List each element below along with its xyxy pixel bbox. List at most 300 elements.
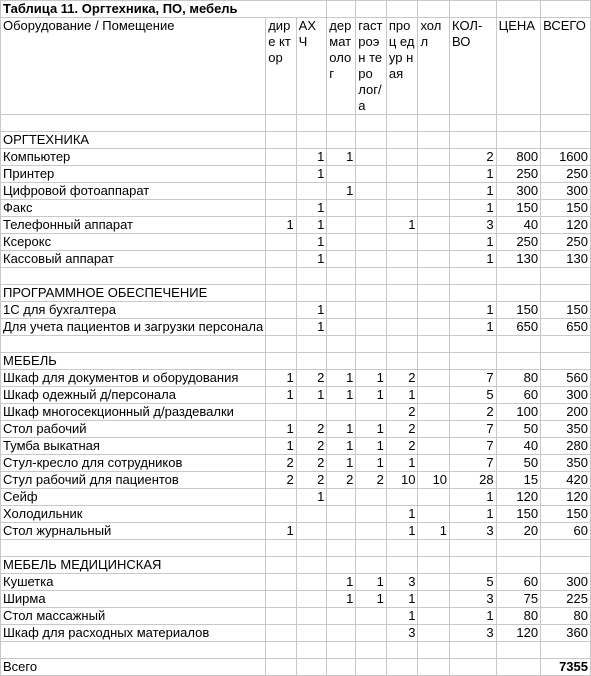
header-cell: ЦЕНА bbox=[496, 18, 540, 115]
value-cell: 1 bbox=[386, 387, 418, 404]
value-cell: 130 bbox=[541, 251, 591, 268]
table-row bbox=[1, 574, 591, 591]
section-label: ПРОГРАММНОЕ ОБЕСПЕЧЕНИЕ bbox=[1, 285, 266, 302]
empty-cell bbox=[266, 115, 296, 132]
value-cell bbox=[386, 319, 418, 336]
value-cell bbox=[418, 166, 450, 183]
empty-cell bbox=[266, 557, 296, 574]
empty-cell bbox=[266, 132, 296, 149]
section-label: ОРГТЕХНИКА bbox=[1, 132, 266, 149]
value-cell: 120 bbox=[496, 489, 540, 506]
header-cell: холл bbox=[418, 18, 450, 115]
value-cell: 60 bbox=[496, 387, 540, 404]
value-cell bbox=[266, 404, 296, 421]
value-cell bbox=[356, 506, 387, 523]
empty-cell bbox=[327, 557, 356, 574]
empty-cell bbox=[541, 557, 591, 574]
value-cell bbox=[266, 302, 296, 319]
total-label: Всего bbox=[1, 659, 266, 676]
value-cell bbox=[418, 574, 450, 591]
value-cell: 2 bbox=[266, 472, 296, 489]
table-row bbox=[1, 404, 591, 421]
empty-cell bbox=[541, 268, 591, 285]
value-cell bbox=[356, 302, 387, 319]
table-row bbox=[1, 455, 591, 472]
section-label: МЕБЕЛЬ МЕДИЦИНСКАЯ bbox=[1, 557, 266, 574]
value-cell bbox=[418, 234, 450, 251]
empty-cell bbox=[450, 336, 497, 353]
value-cell: 1 bbox=[266, 387, 296, 404]
value-cell: 1 bbox=[296, 166, 327, 183]
value-cell: 1 bbox=[386, 217, 418, 234]
value-cell: 2 bbox=[296, 455, 327, 472]
header-cell: дер мат олог bbox=[327, 18, 356, 115]
value-cell: 80 bbox=[541, 608, 591, 625]
value-cell bbox=[266, 608, 296, 625]
empty-cell bbox=[356, 336, 387, 353]
value-cell bbox=[356, 319, 387, 336]
empty-cell bbox=[327, 268, 356, 285]
empty-cell bbox=[266, 642, 296, 659]
empty-cell bbox=[541, 353, 591, 370]
empty-cell bbox=[386, 115, 418, 132]
value-cell: 1 bbox=[296, 200, 327, 217]
header-cell: Оборудование / Помещение bbox=[1, 18, 266, 115]
empty-cell bbox=[450, 557, 497, 574]
table-row bbox=[1, 438, 591, 455]
value-cell bbox=[418, 217, 450, 234]
value-cell: 50 bbox=[496, 421, 540, 438]
value-cell: 5 bbox=[450, 387, 497, 404]
value-cell: 1 bbox=[296, 489, 327, 506]
value-cell: 3 bbox=[450, 591, 497, 608]
empty-cell bbox=[541, 285, 591, 302]
empty-cell bbox=[296, 132, 327, 149]
empty-cell bbox=[296, 642, 327, 659]
empty-cell bbox=[266, 285, 296, 302]
empty-cell bbox=[327, 659, 356, 676]
empty-cell bbox=[266, 336, 296, 353]
value-cell bbox=[266, 200, 296, 217]
item-name-cell: Шкаф для расходных материалов bbox=[1, 625, 266, 642]
value-cell: 1 bbox=[356, 370, 387, 387]
value-cell bbox=[418, 251, 450, 268]
value-cell bbox=[327, 404, 356, 421]
empty-cell bbox=[356, 642, 387, 659]
value-cell: 3 bbox=[450, 523, 497, 540]
empty-cell bbox=[418, 115, 450, 132]
item-name-cell: 1С для бухгалтера bbox=[1, 302, 266, 319]
value-cell: 2 bbox=[296, 421, 327, 438]
value-cell bbox=[356, 149, 387, 166]
value-cell: 150 bbox=[541, 302, 591, 319]
empty-cell bbox=[418, 353, 450, 370]
item-name-cell: Стул рабочий для пациентов bbox=[1, 472, 266, 489]
value-cell: 2 bbox=[327, 472, 356, 489]
empty-cell bbox=[266, 540, 296, 557]
value-cell: 1 bbox=[327, 438, 356, 455]
value-cell bbox=[356, 166, 387, 183]
section-label: МЕБЕЛЬ bbox=[1, 353, 266, 370]
value-cell: 1 bbox=[327, 149, 356, 166]
value-cell bbox=[327, 523, 356, 540]
value-cell: 2 bbox=[386, 404, 418, 421]
empty-cell bbox=[496, 353, 540, 370]
empty-cell bbox=[541, 115, 591, 132]
value-cell: 3 bbox=[386, 625, 418, 642]
value-cell: 1 bbox=[327, 183, 356, 200]
value-cell: 7 bbox=[450, 455, 497, 472]
item-name-cell: Шкаф многосекционный д/раздевалки bbox=[1, 404, 266, 421]
value-cell: 225 bbox=[541, 591, 591, 608]
value-cell: 10 bbox=[418, 472, 450, 489]
value-cell: 1 bbox=[450, 251, 497, 268]
value-cell: 60 bbox=[541, 523, 591, 540]
empty-cell bbox=[450, 285, 497, 302]
table-row bbox=[1, 183, 591, 200]
value-cell: 80 bbox=[496, 370, 540, 387]
value-cell: 1 bbox=[386, 523, 418, 540]
blank-row bbox=[1, 268, 591, 285]
value-cell bbox=[418, 421, 450, 438]
empty-cell bbox=[386, 353, 418, 370]
value-cell bbox=[418, 404, 450, 421]
value-cell bbox=[356, 200, 387, 217]
empty-cell bbox=[327, 353, 356, 370]
empty-cell bbox=[386, 557, 418, 574]
value-cell bbox=[356, 234, 387, 251]
value-cell bbox=[356, 625, 387, 642]
empty-cell bbox=[266, 353, 296, 370]
empty-cell bbox=[327, 540, 356, 557]
value-cell: 2 bbox=[386, 438, 418, 455]
value-cell bbox=[266, 251, 296, 268]
table-row bbox=[1, 608, 591, 625]
value-cell bbox=[327, 234, 356, 251]
empty-cell bbox=[1, 268, 266, 285]
empty-cell bbox=[356, 268, 387, 285]
value-cell bbox=[296, 506, 327, 523]
value-cell bbox=[418, 387, 450, 404]
item-name-cell: Стол журнальный bbox=[1, 523, 266, 540]
value-cell: 1 bbox=[327, 574, 356, 591]
value-cell bbox=[327, 489, 356, 506]
value-cell: 150 bbox=[496, 200, 540, 217]
empty-cell bbox=[541, 642, 591, 659]
value-cell bbox=[266, 574, 296, 591]
empty-cell bbox=[541, 336, 591, 353]
table-title: Таблица 11. Оргтехника, ПО, мебель bbox=[1, 1, 327, 18]
value-cell bbox=[266, 625, 296, 642]
empty-cell bbox=[1, 336, 266, 353]
value-cell bbox=[418, 319, 450, 336]
empty-cell bbox=[356, 285, 387, 302]
value-cell bbox=[296, 183, 327, 200]
value-cell: 60 bbox=[496, 574, 540, 591]
value-cell: 1 bbox=[450, 506, 497, 523]
value-cell: 150 bbox=[541, 200, 591, 217]
value-cell: 5 bbox=[450, 574, 497, 591]
value-cell bbox=[386, 234, 418, 251]
empty-cell bbox=[296, 659, 327, 676]
empty-cell bbox=[496, 336, 540, 353]
total-row bbox=[1, 659, 591, 676]
item-name-cell: Кассовый аппарат bbox=[1, 251, 266, 268]
value-cell: 1 bbox=[327, 370, 356, 387]
section-row bbox=[1, 353, 591, 370]
value-cell bbox=[418, 149, 450, 166]
item-name-cell: Шкаф одежный д/персонала bbox=[1, 387, 266, 404]
value-cell bbox=[327, 319, 356, 336]
empty-cell bbox=[356, 557, 387, 574]
value-cell: 1 bbox=[356, 591, 387, 608]
table-row bbox=[1, 591, 591, 608]
item-name-cell: Принтер bbox=[1, 166, 266, 183]
table-row bbox=[1, 472, 591, 489]
value-cell bbox=[296, 523, 327, 540]
value-cell bbox=[266, 166, 296, 183]
value-cell: 300 bbox=[541, 387, 591, 404]
table-row bbox=[1, 149, 591, 166]
value-cell: 350 bbox=[541, 455, 591, 472]
empty-cell bbox=[327, 336, 356, 353]
table-row bbox=[1, 234, 591, 251]
value-cell: 250 bbox=[496, 166, 540, 183]
value-cell: 150 bbox=[541, 506, 591, 523]
blank-row bbox=[1, 115, 591, 132]
value-cell bbox=[266, 234, 296, 251]
value-cell: 350 bbox=[541, 421, 591, 438]
empty-cell bbox=[496, 115, 540, 132]
value-cell: 15 bbox=[496, 472, 540, 489]
empty-cell bbox=[327, 642, 356, 659]
value-cell bbox=[296, 591, 327, 608]
table-row bbox=[1, 370, 591, 387]
empty-cell bbox=[418, 540, 450, 557]
empty-cell bbox=[496, 132, 540, 149]
item-name-cell: Стол рабочий bbox=[1, 421, 266, 438]
empty-cell bbox=[1, 642, 266, 659]
empty-cell bbox=[356, 353, 387, 370]
value-cell: 40 bbox=[496, 438, 540, 455]
value-cell: 50 bbox=[496, 455, 540, 472]
empty-cell bbox=[327, 132, 356, 149]
value-cell bbox=[356, 183, 387, 200]
value-cell: 7 bbox=[450, 438, 497, 455]
value-cell bbox=[418, 370, 450, 387]
empty-cell bbox=[450, 642, 497, 659]
value-cell: 7 bbox=[450, 421, 497, 438]
value-cell: 300 bbox=[496, 183, 540, 200]
value-cell: 1600 bbox=[541, 149, 591, 166]
value-cell: 1 bbox=[450, 183, 497, 200]
value-cell bbox=[418, 489, 450, 506]
value-cell: 2 bbox=[450, 404, 497, 421]
value-cell bbox=[266, 319, 296, 336]
empty-cell bbox=[496, 642, 540, 659]
value-cell: 250 bbox=[541, 234, 591, 251]
value-cell: 10 bbox=[386, 472, 418, 489]
empty-cell bbox=[450, 115, 497, 132]
value-cell bbox=[296, 574, 327, 591]
value-cell bbox=[266, 591, 296, 608]
value-cell bbox=[327, 166, 356, 183]
value-cell bbox=[418, 302, 450, 319]
item-name-cell: Сейф bbox=[1, 489, 266, 506]
value-cell: 560 bbox=[541, 370, 591, 387]
empty-cell bbox=[386, 336, 418, 353]
value-cell bbox=[386, 302, 418, 319]
item-name-cell: Стол массажный bbox=[1, 608, 266, 625]
empty-cell bbox=[266, 659, 296, 676]
value-cell: 2 bbox=[356, 472, 387, 489]
table-row bbox=[1, 387, 591, 404]
value-cell: 1 bbox=[356, 455, 387, 472]
item-name-cell: Компьютер bbox=[1, 149, 266, 166]
item-name-cell: Стул-кресло для сотрудников bbox=[1, 455, 266, 472]
empty-cell bbox=[450, 659, 497, 676]
empty-cell bbox=[296, 285, 327, 302]
empty-cell bbox=[496, 557, 540, 574]
empty-cell bbox=[1, 115, 266, 132]
empty-cell bbox=[296, 540, 327, 557]
value-cell bbox=[386, 149, 418, 166]
value-cell: 1 bbox=[386, 608, 418, 625]
value-cell bbox=[386, 489, 418, 506]
value-cell: 1 bbox=[266, 523, 296, 540]
empty-cell bbox=[450, 353, 497, 370]
table-row bbox=[1, 166, 591, 183]
value-cell bbox=[296, 404, 327, 421]
value-cell: 1 bbox=[450, 302, 497, 319]
value-cell: 1 bbox=[296, 217, 327, 234]
item-name-cell: Для учета пациентов и загрузки персонала bbox=[1, 319, 266, 336]
empty-cell bbox=[496, 268, 540, 285]
value-cell: 300 bbox=[541, 183, 591, 200]
value-cell: 1 bbox=[266, 438, 296, 455]
value-cell: 300 bbox=[541, 574, 591, 591]
header-row bbox=[1, 18, 591, 115]
value-cell: 1 bbox=[356, 438, 387, 455]
header-cell: дире ктор bbox=[266, 18, 296, 115]
section-row bbox=[1, 557, 591, 574]
value-cell bbox=[356, 523, 387, 540]
item-name-cell: Цифровой фотоаппарат bbox=[1, 183, 266, 200]
value-cell bbox=[327, 302, 356, 319]
empty-cell bbox=[356, 132, 387, 149]
table-row bbox=[1, 251, 591, 268]
section-row bbox=[1, 132, 591, 149]
value-cell: 360 bbox=[541, 625, 591, 642]
value-cell: 800 bbox=[496, 149, 540, 166]
value-cell bbox=[327, 506, 356, 523]
table-row bbox=[1, 200, 591, 217]
value-cell: 1 bbox=[296, 302, 327, 319]
value-cell: 40 bbox=[496, 217, 540, 234]
value-cell bbox=[356, 404, 387, 421]
value-cell: 1 bbox=[327, 387, 356, 404]
value-cell bbox=[327, 217, 356, 234]
value-cell: 2 bbox=[296, 438, 327, 455]
value-cell: 1 bbox=[266, 217, 296, 234]
value-cell: 120 bbox=[496, 625, 540, 642]
value-cell bbox=[266, 489, 296, 506]
value-cell: 2 bbox=[266, 455, 296, 472]
empty-cell bbox=[1, 540, 266, 557]
empty-cell bbox=[418, 268, 450, 285]
value-cell: 1 bbox=[450, 200, 497, 217]
empty-cell bbox=[450, 268, 497, 285]
value-cell: 80 bbox=[496, 608, 540, 625]
empty-cell bbox=[296, 336, 327, 353]
empty-cell bbox=[386, 132, 418, 149]
value-cell: 120 bbox=[541, 489, 591, 506]
value-cell: 1 bbox=[296, 149, 327, 166]
table-row bbox=[1, 302, 591, 319]
value-cell bbox=[386, 200, 418, 217]
value-cell bbox=[296, 625, 327, 642]
value-cell bbox=[418, 200, 450, 217]
value-cell bbox=[266, 506, 296, 523]
empty-cell bbox=[386, 285, 418, 302]
empty-cell bbox=[296, 353, 327, 370]
value-cell: 1 bbox=[296, 387, 327, 404]
value-cell: 1 bbox=[450, 166, 497, 183]
empty-cell bbox=[356, 659, 387, 676]
value-cell bbox=[327, 200, 356, 217]
empty-cell bbox=[541, 132, 591, 149]
header-cell: АХЧ bbox=[296, 18, 327, 115]
value-cell bbox=[266, 183, 296, 200]
table-row bbox=[1, 523, 591, 540]
value-cell bbox=[356, 217, 387, 234]
empty-cell bbox=[386, 642, 418, 659]
value-cell: 1 bbox=[418, 523, 450, 540]
empty-cell bbox=[266, 268, 296, 285]
empty-cell bbox=[496, 659, 540, 676]
value-cell: 120 bbox=[541, 217, 591, 234]
item-name-cell: Кушетка bbox=[1, 574, 266, 591]
value-cell: 2 bbox=[296, 370, 327, 387]
header-cell: ВСЕГО bbox=[541, 18, 591, 115]
value-cell: 1 bbox=[266, 421, 296, 438]
value-cell: 2 bbox=[296, 472, 327, 489]
value-cell: 7 bbox=[450, 370, 497, 387]
value-cell bbox=[418, 506, 450, 523]
value-cell: 1 bbox=[296, 319, 327, 336]
value-cell: 250 bbox=[496, 234, 540, 251]
value-cell bbox=[418, 608, 450, 625]
item-name-cell: Ширма bbox=[1, 591, 266, 608]
empty-cell bbox=[418, 557, 450, 574]
table-row bbox=[1, 489, 591, 506]
value-cell: 1 bbox=[386, 506, 418, 523]
value-cell: 200 bbox=[541, 404, 591, 421]
value-cell bbox=[327, 608, 356, 625]
value-cell: 1 bbox=[386, 591, 418, 608]
value-cell: 650 bbox=[541, 319, 591, 336]
header-cell: проц едур ная bbox=[386, 18, 418, 115]
empty-cell bbox=[418, 132, 450, 149]
value-cell bbox=[356, 489, 387, 506]
value-cell: 20 bbox=[496, 523, 540, 540]
empty-cell bbox=[418, 336, 450, 353]
value-cell: 3 bbox=[450, 217, 497, 234]
empty-cell bbox=[418, 659, 450, 676]
empty-cell bbox=[418, 642, 450, 659]
value-cell: 28 bbox=[450, 472, 497, 489]
empty-cell bbox=[496, 285, 540, 302]
